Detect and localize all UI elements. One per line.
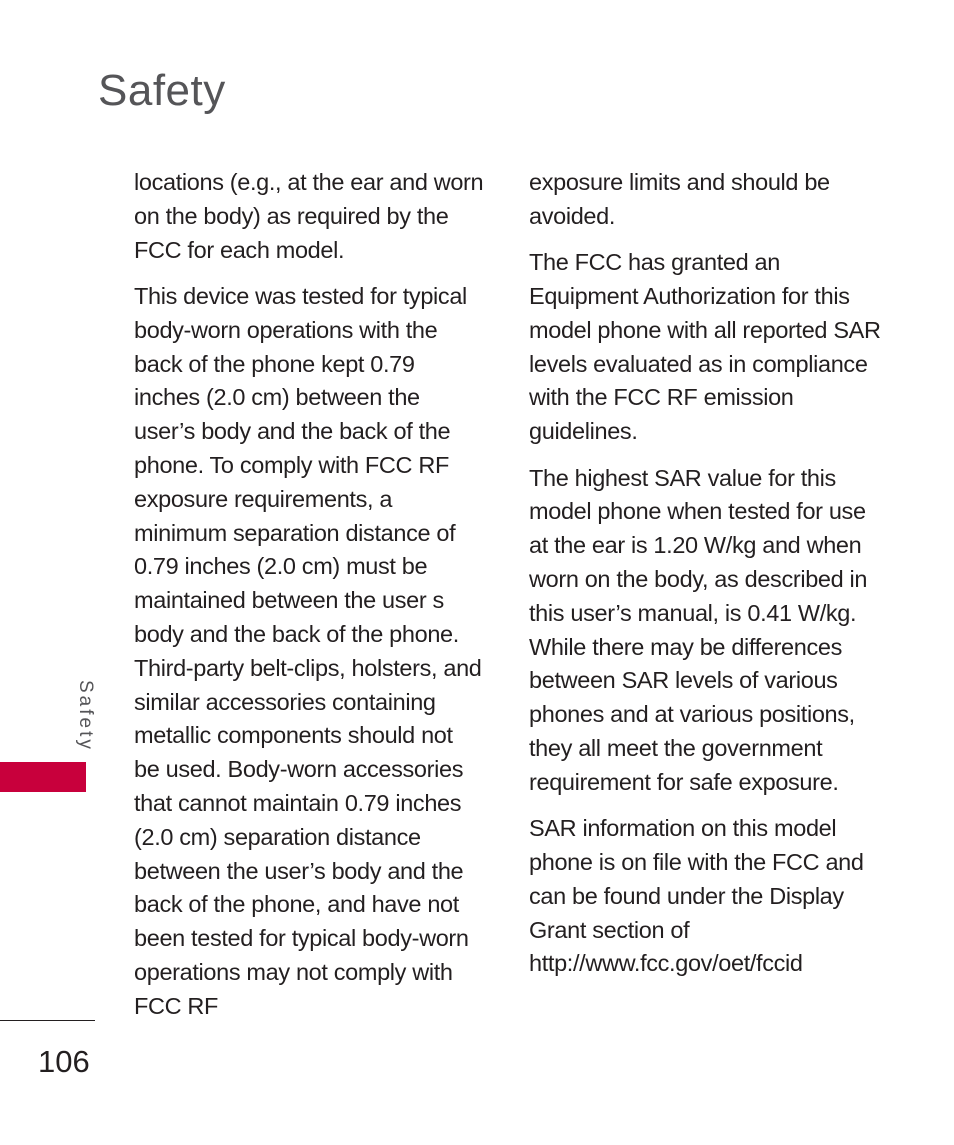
- paragraph: The highest SAR value for this model phone when tested for use at the ear is 1.20 W/kg and when worn on the body, as described in this user’s manual, is 0.41 W/kg. While there may be differences between SAR levels of various phones and at various positions, they all meet the government requirement for safe exposure.: [529, 464, 868, 795]
- side-tab-accent-bar: [0, 762, 86, 792]
- left-column: [134, 166, 484, 1036]
- side-tab-label: Safety: [75, 680, 96, 752]
- right-column: [529, 166, 884, 994]
- paragraph: The FCC has granted an Equipment Authorization for this model phone with all reported SAR levels evaluated as in compliance with the FCC RF emission guidelines.: [529, 249, 881, 445]
- paragraph: This device was tested for typical body-worn operations with the back of the phone kept 0.79 inches (2.0 cm) between the user’s body and the back of the phone. To comply with FCC RF exposure requirements, a minimum separation distance of 0.79 inches (2.0 cm) must be maintained between the user s body and the back of the phone. Third-party belt-clips, holsters, and similar accessories containing metallic components should not be used. Body-worn accessories that cannot maintain 0.79 inches (2.0 cm) separation distance between the user’s body and the back of the phone, and have not been tested for typical body-worn operations may not comply with FCC RF: [134, 282, 482, 1019]
- page-title: Safety: [98, 66, 226, 115]
- paragraph: exposure limits and should be avoided.: [529, 169, 830, 229]
- page-number: 106: [38, 1044, 90, 1079]
- footer-divider: [0, 1020, 95, 1021]
- paragraph: locations (e.g., at the ear and worn on the body) as required by the FCC for each model.: [134, 169, 484, 263]
- paragraph: SAR information on this model phone is on file with the FCC and can be found under the Display Grant section of http://www.fcc.gov/oet/fccid: [529, 815, 864, 977]
